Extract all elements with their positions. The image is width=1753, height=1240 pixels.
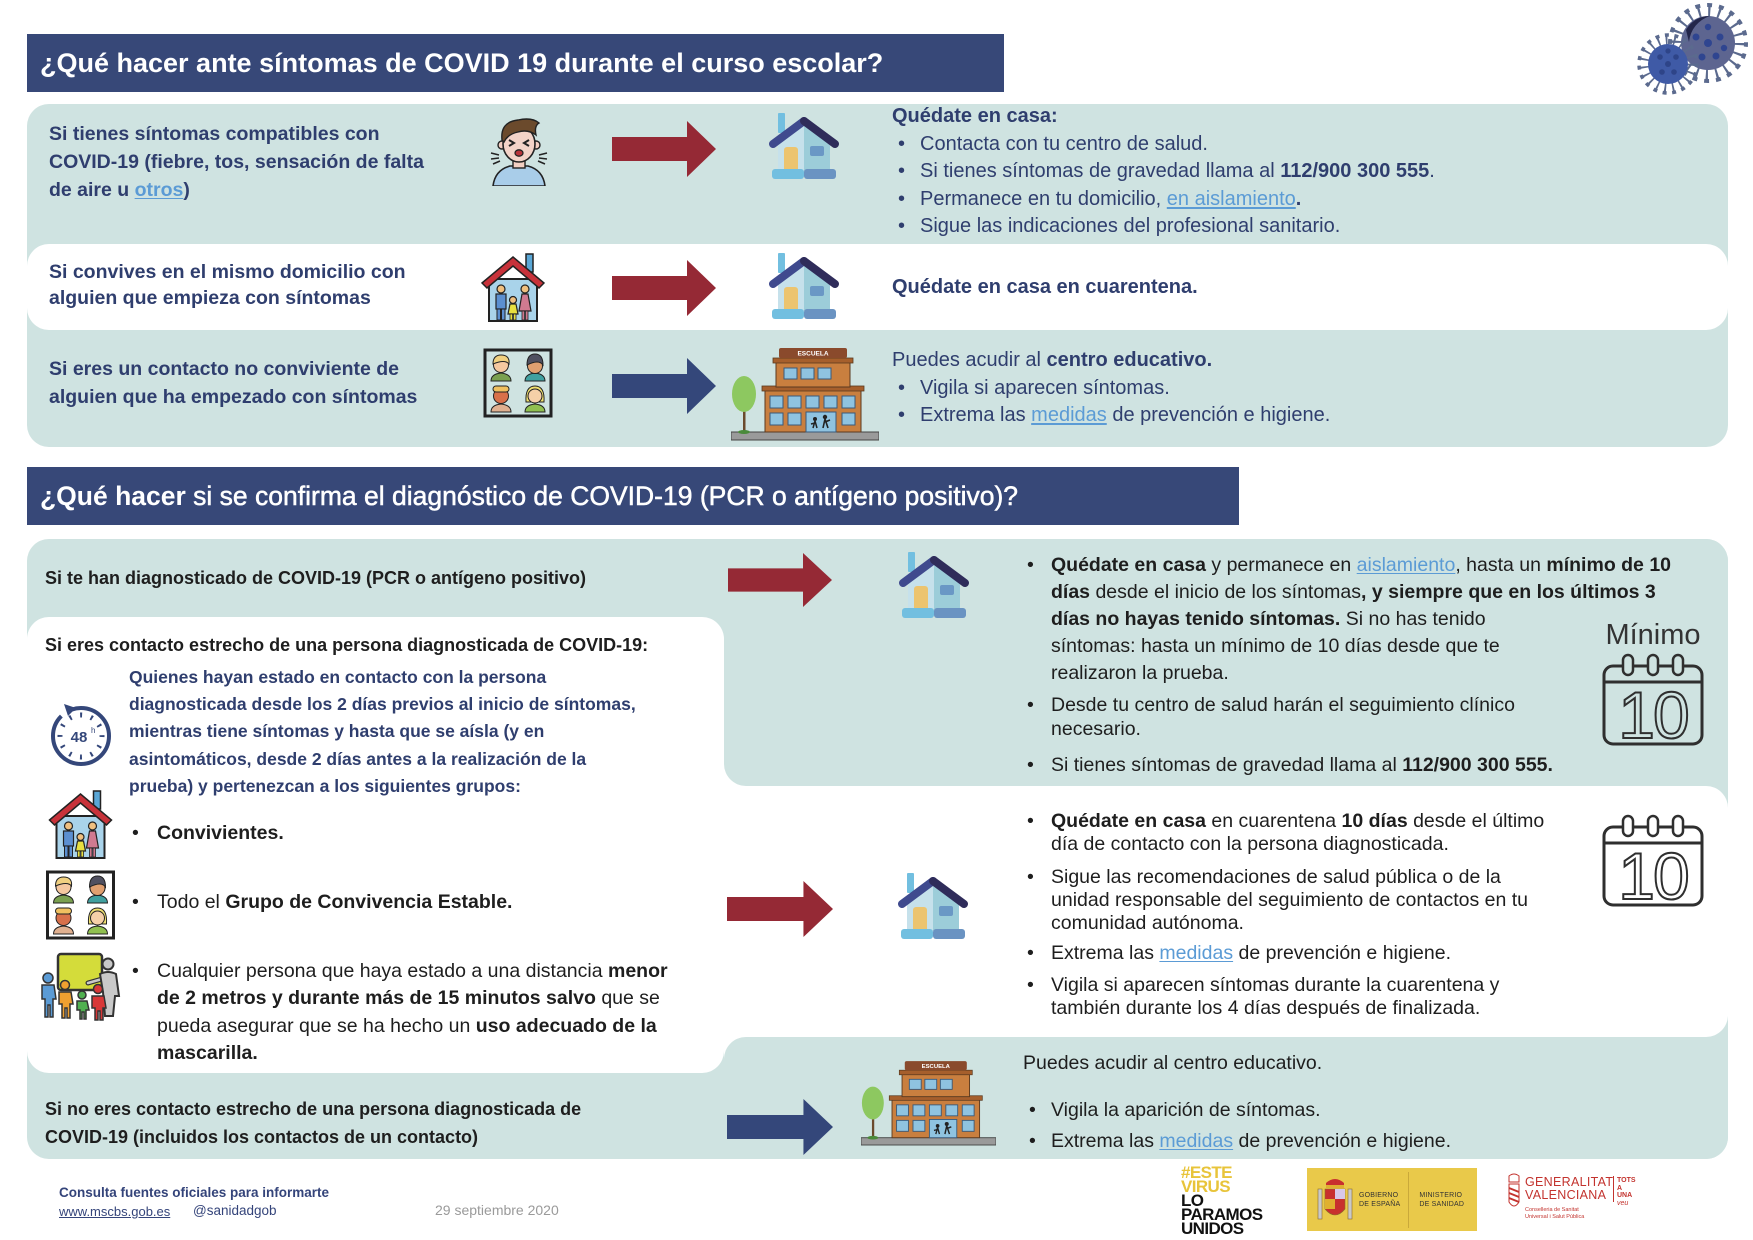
text-segment: Si eres un contacto no conviviente de (49, 358, 400, 380)
section2-title (27, 467, 1239, 525)
school-icon (861, 1055, 996, 1152)
text-segment: desde el último (1407, 810, 1545, 832)
bullet-item (1027, 552, 1671, 687)
bullet-text (920, 158, 1435, 186)
bullet-text (1051, 974, 1544, 1020)
bold-text: Convivientes. (157, 822, 284, 844)
inline-link[interactable]: medidas (1031, 404, 1107, 426)
text-segment: desde el inicio de los síntomas (1090, 581, 1362, 603)
bullet-icon (1029, 1128, 1036, 1154)
text-line (1051, 833, 1544, 856)
generalitat-department-line: Conselleria de Sanitat (1525, 1207, 1579, 1213)
text-line (45, 1123, 581, 1151)
text-line (157, 820, 284, 846)
arrow-right-icon (612, 260, 716, 316)
footer-date: 29 septiembre 2020 (435, 1202, 559, 1218)
bullet-item (1027, 866, 1544, 935)
text-line (49, 259, 406, 285)
bold-text: 10 días (1341, 810, 1408, 832)
bold-text: ¿Qué hacer (40, 480, 186, 511)
bullet-text (1051, 1097, 1451, 1123)
text-line (157, 1013, 668, 1040)
non-contact-condition (45, 1095, 581, 1151)
text-line (892, 347, 1330, 375)
clock-48h-icon (47, 696, 115, 768)
text-segment: Si no eres contacto estrecho de una persona diagnosticada de (45, 1099, 582, 1119)
bold-text: de 2 metros y durante más de 15 minutos salvo (157, 987, 596, 1010)
text-line (1051, 633, 1671, 660)
inline-link[interactable]: otros (134, 179, 184, 201)
bullet-icon (1027, 753, 1034, 777)
generalitat-department (1525, 1207, 1584, 1221)
text-line (892, 103, 1435, 131)
text-segment: asintomáticos, desde 2 días antes a la realización de la (129, 748, 587, 769)
text-line (49, 285, 406, 311)
text-line (920, 158, 1435, 186)
calendar-icon (1601, 652, 1705, 747)
text-line (1051, 997, 1544, 1020)
ministerio-label-line: MINISTERIO (1419, 1191, 1463, 1199)
ministerio-label (1419, 1191, 1464, 1209)
text-line (49, 120, 424, 148)
footer-website-link[interactable]: www.mscbs.gob.es (59, 1204, 171, 1219)
bullet-text (1051, 693, 1671, 741)
bullet-icon (898, 186, 905, 214)
text-segment: Si eres contacto estrecho de una persona diagnosticada de COVID-19: (45, 635, 649, 655)
group-stable-cohort (132, 889, 512, 915)
bullet-text (1051, 552, 1671, 687)
row3-action (892, 347, 1330, 430)
bullet-icon (1027, 974, 1034, 997)
text-line (1023, 1050, 1322, 1076)
family-house-icon (45, 788, 116, 860)
virus-icon (1636, 2, 1752, 100)
bullet-item (132, 889, 512, 915)
bullet-item (132, 820, 284, 846)
text-line (129, 664, 636, 691)
bullet-item (1027, 753, 1671, 777)
bullet-icon (898, 131, 905, 159)
text-line (45, 632, 648, 658)
bullet-item (892, 186, 1435, 214)
bold-text: Quédate en casa (1051, 810, 1206, 832)
text-segment: día de contacto con la persona diagnosticada. (1051, 833, 1449, 855)
bold-text: 112/900 300 555 (1280, 160, 1430, 182)
gobierno-logo (1307, 1168, 1477, 1231)
spain-coat-of-arms-icon (1317, 1175, 1353, 1225)
group-faces-icon (45, 870, 116, 940)
text-line (40, 481, 1018, 512)
bold-text: mínimo de 10 (1546, 554, 1672, 576)
arrow-right-icon (728, 553, 832, 607)
generalitat-motto-line: TOTS (1617, 1177, 1636, 1184)
text-line (1051, 942, 1544, 965)
text-line (920, 213, 1435, 241)
text-segment: Extrema las (1051, 1130, 1160, 1152)
generalitat-motto-line: A UNA (1617, 1184, 1633, 1199)
text-line (1051, 1128, 1451, 1154)
generalitat-name-line: VALENCIANA (1525, 1188, 1607, 1202)
logo-divider (1613, 1176, 1614, 1202)
text-segment: síntomas: hasta un mínimo de 10 días desde que te (1051, 635, 1500, 657)
text-line (920, 402, 1330, 430)
bullet-icon (898, 375, 905, 403)
bullet-item (892, 158, 1435, 186)
text-segment: Extrema las (920, 404, 1032, 426)
bullet-icon (132, 889, 139, 915)
bullet-icon (132, 820, 139, 846)
bullet-item (892, 131, 1435, 159)
text-segment: realizaron la prueba. (1051, 662, 1229, 684)
generalitat-logo (1507, 1172, 1637, 1228)
section2-title-text (40, 481, 1018, 512)
text-segment: Si tienes síntomas de gravedad llama al (1051, 754, 1403, 776)
text-segment: Si tienes síntomas de gravedad llama al (920, 160, 1281, 182)
gobierno-label (1359, 1191, 1400, 1209)
house-icon (898, 550, 970, 622)
section1-title-text: ¿Qué hacer ante síntomas de COVID 19 durante el curso escolar? (40, 47, 884, 78)
text-segment: Sigue las indicaciones del profesional sanitario. (920, 215, 1341, 237)
gobierno-label-line: GOBIERNO (1359, 1191, 1399, 1199)
bold-text: Quédate en casa (1051, 554, 1206, 576)
bullet-text (157, 958, 668, 1067)
ministerio-label-line: DE SANIDAD (1419, 1200, 1465, 1208)
bullet-text (920, 375, 1330, 403)
generalitat-name-line: GENERALITAT (1525, 1175, 1614, 1189)
row3-action-heading (892, 347, 1330, 375)
bullet-text (1051, 1128, 1451, 1154)
campaign-logo (1181, 1163, 1273, 1238)
text-line (45, 565, 586, 591)
text-segment: Contacta con tu centro de salud. (920, 132, 1208, 155)
bold-text: uso adecuado de la (475, 1014, 657, 1037)
bullet-text (920, 131, 1435, 159)
row2-condition (49, 259, 406, 311)
text-segment: ) (183, 179, 190, 201)
text-line (1051, 974, 1544, 997)
text-segment: Si no has tenido (1340, 608, 1486, 630)
footer-twitter-link[interactable]: @sanidadgob (193, 1203, 277, 1218)
text-segment: Puedes acudir al (892, 349, 1047, 371)
bullet-item (892, 213, 1435, 241)
row1-action-heading (892, 103, 1435, 131)
bullet-icon (1027, 552, 1034, 579)
bullet-item (1029, 1097, 1451, 1123)
bold-text: . (1295, 187, 1302, 210)
text-line (1051, 753, 1671, 777)
bullet-icon (1027, 942, 1034, 965)
text-line (920, 186, 1435, 214)
bullet-text (157, 889, 512, 915)
group-close-distance (132, 958, 668, 1067)
text-segment: Desde tu centro de salud harán el seguimiento clínico (1051, 694, 1515, 716)
text-line (157, 958, 668, 985)
bullet-icon (898, 213, 905, 241)
text-segment: diagnosticada desde los 2 días previos al inicio de síntomas, (129, 694, 636, 715)
text-segment: , hasta un (1455, 554, 1547, 576)
campaign-logo-line: UNIDOS (1181, 1219, 1244, 1238)
text-line (129, 746, 636, 773)
text-line (1051, 552, 1671, 579)
arrow-right-icon (727, 881, 833, 937)
generalitat-crest-icon (1507, 1172, 1521, 1212)
text-segment: alguien que empieza con síntomas (49, 287, 371, 309)
text-segment: también durante los 4 días después de finalizada. (1051, 997, 1481, 1019)
text-segment: de prevención e higiene. (1106, 404, 1331, 426)
text-segment: Vigila la aparición de síntomas. (1051, 1099, 1321, 1121)
diagnosed-actions (1027, 552, 1671, 777)
text-segment: unidad responsable del seguimiento de contactos en tu (1051, 889, 1528, 911)
calendar-icon (1601, 813, 1705, 908)
bold-text: centro educativo. (1046, 349, 1213, 371)
text-line (157, 985, 668, 1012)
bullet-item (1027, 942, 1544, 965)
bullet-item (1029, 1128, 1451, 1154)
text-segment: COVID-19 (fiebre, tos, sensación de falta (49, 151, 424, 173)
bullet-text (920, 186, 1435, 214)
text-line (49, 176, 424, 204)
bullet-icon (1027, 866, 1034, 889)
bold-text: Quédate en casa: (892, 105, 1058, 127)
non-contact-actions (1029, 1097, 1451, 1154)
text-segment: Quienes hayan estado en contacto con la persona (129, 667, 547, 687)
school-icon (731, 346, 879, 443)
generalitat-name (1525, 1176, 1613, 1202)
campaign-logo-line: LO (1181, 1191, 1204, 1210)
bold-text: días no hayas tenido síntomas. (1051, 608, 1341, 630)
close-contact-heading (45, 632, 648, 658)
text-segment: de prevención e higiene. (1233, 942, 1452, 964)
text-segment: de aire u (49, 179, 135, 201)
text-segment: Vigila si aparecen síntomas. (920, 376, 1170, 399)
arrow-right-icon (612, 121, 716, 177)
family-house-icon (481, 251, 545, 323)
text-line (49, 384, 417, 412)
generalitat-motto (1617, 1177, 1637, 1207)
text-segment: y permanece en (1206, 554, 1357, 576)
text-segment: Vigila si aparecen síntomas durante la cuarentena y (1051, 974, 1500, 996)
text-line (892, 274, 1198, 300)
footer-consult-text: Consulta fuentes oficiales para informarte (59, 1185, 330, 1200)
text-line (129, 773, 636, 800)
text-segment: necesario. (1051, 718, 1141, 740)
text-segment: que se (595, 987, 660, 1010)
campaign-logo-line: #ESTE (1181, 1163, 1232, 1182)
close-contact-description (129, 664, 636, 800)
bullet-item (892, 375, 1330, 403)
bold-text: menor (608, 960, 668, 982)
text-segment: COVID-19 (incluidos los contactos de un contacto) (45, 1127, 479, 1147)
text-line (129, 718, 636, 745)
text-segment: Todo el (157, 891, 226, 913)
arrow-right-icon (612, 358, 716, 414)
text-line (1051, 889, 1544, 912)
bullet-item (1027, 693, 1671, 741)
teacher-group-icon (38, 952, 124, 1022)
bullet-text (157, 820, 284, 846)
bold-text: , y siempre que en los últimos 3 (1361, 581, 1656, 603)
text-segment: comunidad autónoma. (1051, 912, 1244, 934)
non-contact-heading (1023, 1050, 1322, 1076)
text-line (1051, 866, 1544, 889)
text-line (49, 356, 417, 384)
arrow-right-icon (727, 1099, 833, 1155)
text-segment: . (1429, 160, 1435, 182)
bullet-icon (898, 158, 905, 186)
text-line (920, 131, 1435, 159)
text-segment: Si convives en el mismo domicilio con (49, 261, 406, 283)
text-line (920, 375, 1330, 403)
text-line (157, 889, 512, 915)
text-segment: Permanece en tu domicilio, (920, 187, 1167, 210)
text-line (1051, 912, 1544, 935)
generalitat-motto-line: veu (1617, 1199, 1629, 1207)
text-line (1051, 579, 1671, 606)
text-segment: Puedes acudir al centro educativo. (1023, 1052, 1323, 1074)
diagnosed-condition (45, 565, 586, 591)
bullet-text (920, 213, 1435, 241)
text-segment: Cualquier persona que haya estado a una distancia (157, 960, 608, 982)
text-line (49, 148, 424, 176)
calendar-minimum-label: Mínimo (1605, 619, 1701, 651)
text-line (1051, 810, 1544, 833)
generalitat-department-line: Universal i Salut Pública (1525, 1214, 1585, 1220)
bold-text: 112/900 300 555. (1402, 754, 1553, 776)
text-line (45, 1095, 581, 1123)
row2-action (892, 274, 1198, 300)
text-segment: pueda asegurar que se ha hecho un (157, 1014, 476, 1037)
logo-divider (1408, 1172, 1409, 1228)
text-line (1051, 1097, 1451, 1123)
text-segment: Si te han diagnosticado de COVID-19 (PCR o antígeno positivo) (45, 568, 587, 588)
text-line (1051, 693, 1671, 717)
campaign-logo-line: PARAMOS (1181, 1205, 1263, 1224)
clock-hours-unit: h (91, 726, 96, 735)
group-cohabitants (132, 820, 284, 846)
text-segment: Sigue las recomendaciones de salud pública o de la (1051, 866, 1501, 888)
text-segment: de prevención e higiene. (1233, 1130, 1452, 1152)
bold-text: Grupo de Convivencia Estable. (225, 891, 513, 913)
bullet-icon (1029, 1097, 1036, 1123)
text-line (1051, 717, 1671, 741)
bullet-icon (1027, 810, 1034, 833)
bullet-icon (1027, 693, 1034, 717)
row3-condition (49, 356, 417, 411)
bullet-text (1051, 753, 1671, 777)
clock-hours-value: 48 (70, 729, 88, 746)
house-icon (897, 871, 969, 943)
bullet-item (892, 402, 1330, 430)
calendar-number: 10 (1618, 839, 1688, 908)
bullet-item (132, 958, 668, 1067)
section1-title (27, 34, 1004, 92)
bullet-text (1051, 866, 1544, 935)
text-segment: prueba) y pertenezcan a los siguientes grupos: (129, 775, 521, 796)
row1-action (892, 103, 1435, 241)
text-segment: en cuarentena (1206, 810, 1342, 832)
gobierno-label-line: DE ESPAÑA (1359, 1200, 1401, 1208)
bullet-icon (898, 402, 905, 430)
inline-link[interactable]: medidas (1159, 942, 1234, 964)
inline-link[interactable]: medidas (1159, 1130, 1234, 1152)
group-faces-icon (483, 348, 553, 418)
bullet-item (1027, 810, 1544, 856)
close-contact-actions (1027, 810, 1544, 1020)
bold-text: Quédate en casa en cuarentena. (892, 276, 1198, 298)
bold-text: mascarilla. (157, 1041, 258, 1064)
inline-link[interactable]: en aislamiento (1166, 187, 1296, 210)
row1-condition (49, 120, 424, 204)
bullet-text (1051, 810, 1544, 856)
inline-link[interactable]: aislamiento (1356, 554, 1456, 576)
text-line (129, 691, 636, 718)
bullet-text (1051, 942, 1544, 965)
house-icon (768, 251, 840, 323)
text-segment: Si tienes síntomas compatibles con (49, 123, 380, 145)
text-segment: Extrema las (1051, 942, 1160, 964)
house-icon (768, 111, 840, 183)
bullet-text (920, 402, 1330, 430)
bold-text: días (1051, 581, 1091, 603)
text-segment: alguien que ha empezado con síntomas (49, 385, 418, 408)
bullet-item (1027, 974, 1544, 1020)
text-line (1051, 606, 1671, 633)
bullet-icon (132, 958, 139, 985)
coughing-person-icon (488, 114, 550, 186)
calendar-number: 10 (1618, 678, 1688, 747)
text-segment: si se confirma el diagnóstico de COVID-19 (PCR o antígeno positivo)? (185, 480, 1019, 511)
text-line (157, 1040, 668, 1067)
text-line (1051, 660, 1671, 687)
campaign-logo-line: VIRUS (1181, 1177, 1230, 1196)
text-segment: mientras tiene síntomas y hasta que se aísla (y en (129, 721, 545, 742)
